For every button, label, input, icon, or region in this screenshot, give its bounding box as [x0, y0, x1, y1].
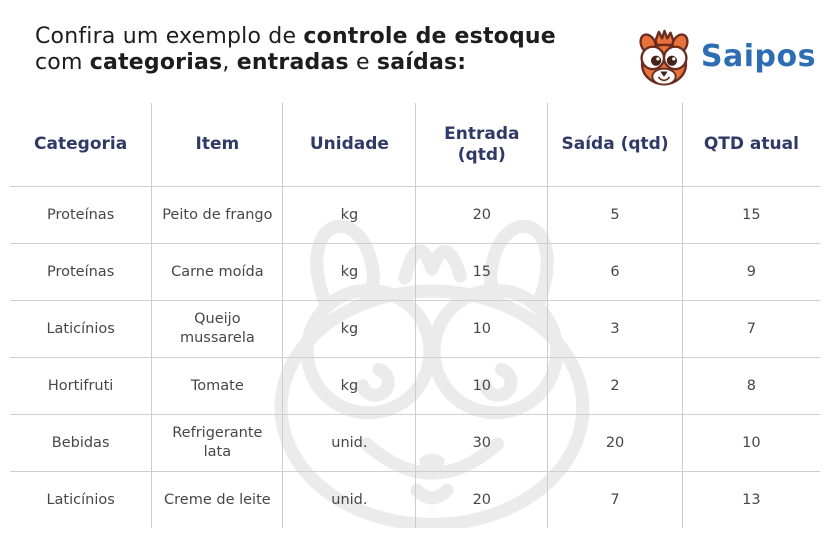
table-cell: 9 — [682, 244, 820, 301]
table-cell: Laticínios — [10, 472, 152, 529]
column-header: Saída (qtd) — [548, 103, 682, 187]
table-cell: Creme de leite — [152, 472, 283, 529]
table-cell: Bebidas — [10, 415, 152, 472]
table-cell: 20 — [548, 415, 682, 472]
table-row — [10, 244, 820, 301]
column-header: Item — [152, 103, 283, 187]
table-cell: kg — [283, 301, 416, 358]
table-cell: 10 — [416, 301, 548, 358]
column-header: Entrada (qtd) — [416, 103, 548, 187]
table-cell: Laticínios — [10, 301, 152, 358]
table-cell: 30 — [416, 415, 548, 472]
table-cell: unid. — [283, 472, 416, 529]
table-cell: 7 — [682, 301, 820, 358]
table-row — [10, 358, 820, 415]
table-cell: Tomate — [152, 358, 283, 415]
table-cell: Carne moída — [152, 244, 283, 301]
column-header: Unidade — [283, 103, 416, 187]
table-cell: 10 — [416, 358, 548, 415]
table-cell: 5 — [548, 187, 682, 244]
table-cell: Queijo mussarela — [152, 301, 283, 358]
table-cell: 2 — [548, 358, 682, 415]
table-cell: kg — [283, 244, 416, 301]
column-header: Categoria — [10, 103, 152, 187]
table-cell: 20 — [416, 187, 548, 244]
table-cell: 15 — [682, 187, 820, 244]
table-cell: Proteínas — [10, 187, 152, 244]
inventory-table-container — [10, 103, 820, 528]
page-header — [35, 24, 816, 88]
page-title: Confira um exemplo de controle de estoque com categorias, entradas e saídas: — [35, 24, 556, 75]
table-cell: 20 — [416, 472, 548, 529]
table-body — [10, 187, 820, 529]
table-cell: kg — [283, 187, 416, 244]
table-cell: Refrigerante lata — [152, 415, 283, 472]
brand-wordmark: Saipos — [700, 39, 816, 74]
table-cell: unid. — [283, 415, 416, 472]
saipos-logo — [636, 26, 816, 88]
table-cell: Peito de frango — [152, 187, 283, 244]
table-cell: 7 — [548, 472, 682, 529]
table-cell: Proteínas — [10, 244, 152, 301]
table-row — [10, 187, 820, 244]
table-header-row — [10, 103, 820, 187]
table-cell: 6 — [548, 244, 682, 301]
table-cell: 10 — [682, 415, 820, 472]
table-cell: Hortifruti — [10, 358, 152, 415]
table-row — [10, 415, 820, 472]
table-cell: 8 — [682, 358, 820, 415]
table-row — [10, 472, 820, 529]
table-cell: 3 — [548, 301, 682, 358]
column-header: QTD atual — [682, 103, 820, 187]
table-cell: 15 — [416, 244, 548, 301]
table-cell: kg — [283, 358, 416, 415]
inventory-table — [10, 103, 820, 528]
table-row — [10, 301, 820, 358]
table-cell: 13 — [742, 491, 761, 508]
squirrel-mascot-icon — [636, 26, 692, 88]
